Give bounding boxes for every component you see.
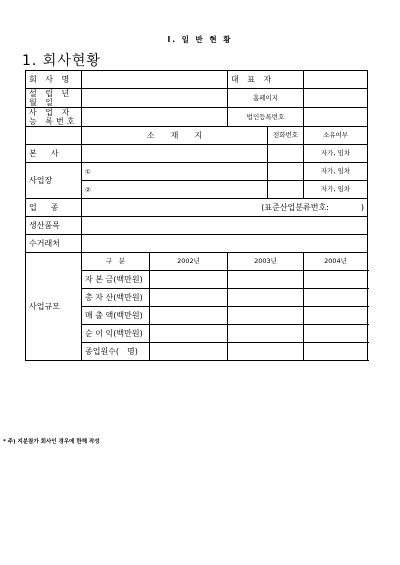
scale-item-employees: 종업원수( 명) <box>82 343 150 361</box>
assets-2004-field[interactable] <box>304 289 368 307</box>
assets-2003-field[interactable] <box>228 289 304 307</box>
phone-header: 전화번호 <box>268 127 304 145</box>
industry-label: 업 종 <box>26 199 82 217</box>
scale-item-sales: 매 출 액(백만원) <box>82 307 150 325</box>
clients-label: 수거래처 <box>26 235 82 253</box>
products-field[interactable] <box>82 217 368 235</box>
worksite-item-2: ② <box>85 185 91 194</box>
head-office-phone-field[interactable] <box>268 145 304 163</box>
scale-item-capital: 자 본 금(백만원) <box>82 271 150 289</box>
worksite-address-2-field[interactable] <box>82 181 268 199</box>
net-income-2002-field[interactable] <box>150 325 228 343</box>
head-office-label: 본 사 <box>26 145 82 163</box>
assets-2002-field[interactable] <box>150 289 228 307</box>
homepage-field[interactable] <box>304 89 368 108</box>
worksite-item-1: ① <box>85 167 91 176</box>
page-header: Ⅰ. 일 반 현 황 <box>167 35 233 44</box>
ceo-label: 대 표 자 <box>228 71 304 89</box>
company-name-label: 회 사 명 <box>26 71 82 89</box>
worksite-label: 사업장 <box>26 163 82 199</box>
established-label: 설 립 년 월 일 <box>26 89 82 108</box>
biz-reg-no-field[interactable] <box>82 108 228 127</box>
capital-2002-field[interactable] <box>150 271 228 289</box>
employees-2004-field[interactable] <box>304 343 368 361</box>
scale-label: 사업규모 <box>26 253 82 361</box>
head-office-ownership[interactable]: 자가, 임차 <box>304 145 368 163</box>
sales-2004-field[interactable] <box>304 307 368 325</box>
scale-item-net-income: 순 이 익(백만원) <box>82 325 150 343</box>
scale-2003-header: 2003년 <box>228 253 304 271</box>
biz-reg-no-label: 사 업 자 능 록번호 <box>26 108 82 127</box>
head-office-address-field[interactable] <box>82 145 268 163</box>
industry-field[interactable]: (표준산업분류번호: ) <box>82 199 368 217</box>
clients-field[interactable] <box>82 235 368 253</box>
worksite-address-1-field[interactable] <box>82 163 268 181</box>
capital-2004-field[interactable] <box>304 271 368 289</box>
net-income-2003-field[interactable] <box>228 325 304 343</box>
ceo-field[interactable] <box>304 71 368 89</box>
footnote: * 주) 지분참가 회사인 경우에 한해 작성 <box>3 439 100 445</box>
sales-2002-field[interactable] <box>150 307 228 325</box>
scale-category-header: 구 분 <box>82 253 150 271</box>
company-name-field[interactable] <box>82 71 228 89</box>
employees-2002-field[interactable] <box>150 343 228 361</box>
scale-2002-header: 2002년 <box>150 253 228 271</box>
sales-2003-field[interactable] <box>228 307 304 325</box>
established-field[interactable] <box>82 89 228 108</box>
products-label: 생산품목 <box>26 217 82 235</box>
capital-2003-field[interactable] <box>228 271 304 289</box>
net-income-2004-field[interactable] <box>304 325 368 343</box>
corp-reg-no-field[interactable] <box>304 108 368 127</box>
company-status-table <box>25 70 368 361</box>
scale-item-assets: 총 자 산(백만원) <box>82 289 150 307</box>
section-title: 1. 회사현황 <box>22 53 101 69</box>
worksite-phone-2-field[interactable] <box>268 181 304 199</box>
address-header-blank <box>26 127 82 145</box>
ownership-header: 소유여부 <box>304 127 368 145</box>
worksite-phone-1-field[interactable] <box>268 163 304 181</box>
homepage-label: 홈페이지 <box>228 89 304 108</box>
employees-2003-field[interactable] <box>228 343 304 361</box>
corp-reg-no-label: 법인등록번호 <box>228 108 304 127</box>
location-header: 소 재 지 <box>82 127 268 145</box>
worksite-ownership-2[interactable]: 자가, 임차 <box>304 181 368 199</box>
worksite-ownership-1[interactable]: 자가, 임차 <box>304 163 368 181</box>
scale-2004-header: 2004년 <box>304 253 368 271</box>
